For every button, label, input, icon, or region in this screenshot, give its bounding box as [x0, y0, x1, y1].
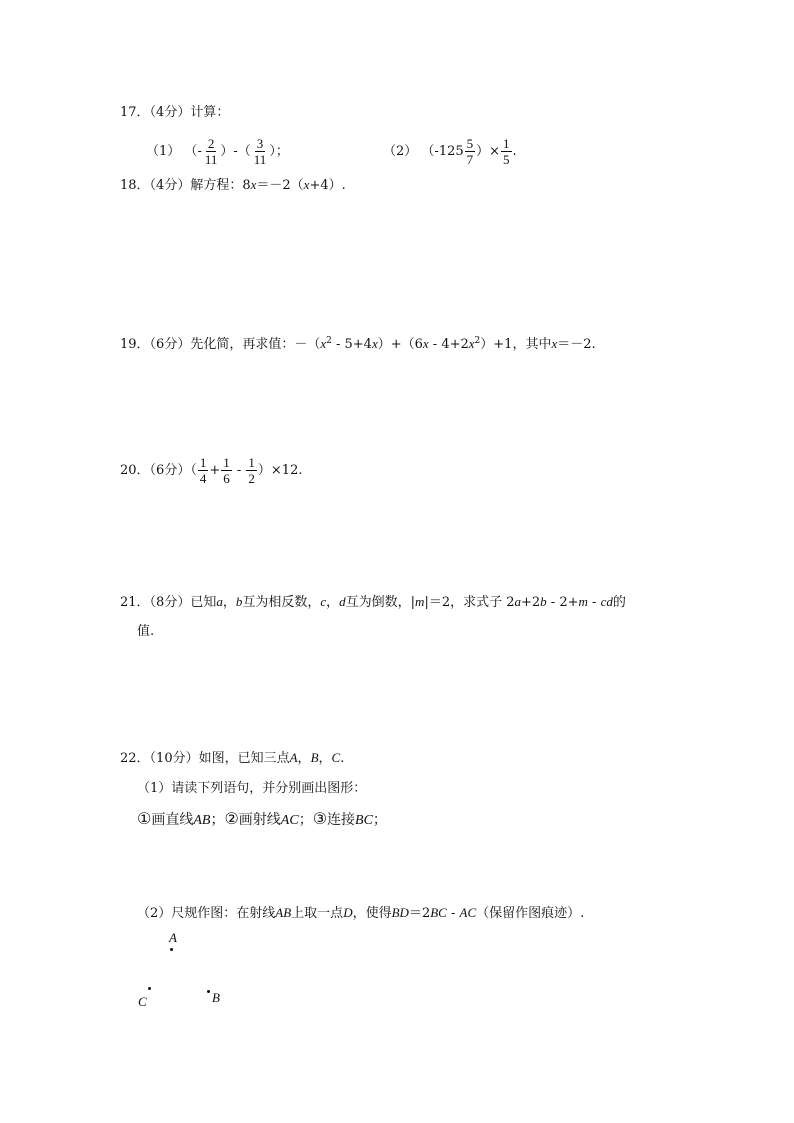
- point-a: [170, 948, 173, 951]
- point-c: [148, 987, 151, 990]
- fraction-1-2: $\frac{1}{2}$: [248, 455, 255, 486]
- point-b: [207, 990, 210, 993]
- label-point-c: C: [138, 994, 147, 1009]
- q17-part1-label: （1）: [146, 144, 181, 159]
- q22-sub1-steps: ①画直线AB；②画射线AC；③连接BC；: [137, 809, 387, 828]
- q18-text: 18．（4分）解方程：8x＝－2（x+4）.: [120, 177, 346, 193]
- fraction-5-7: $\frac{5}{7}$: [466, 136, 474, 167]
- q21-text: 21．（8分）已知a，b互为相反数，c，d互为倒数，|m|＝2，求式子 2a+2b - 2+m - cd的: [120, 594, 626, 610]
- q17-part2: （2） （-125 $\frac{5}{7}$ ）× $\frac{1}{5}$ .: [383, 136, 517, 167]
- label-point-a: A: [169, 930, 177, 945]
- q17-part1: （1） （- $\frac{2}{11}$ ）-（ $\frac{3}{11}$ ）；: [146, 136, 289, 167]
- fraction-2-11: $\frac{2}{11}$: [204, 136, 218, 167]
- q17-heading: 17．（4分）计算：: [120, 105, 230, 120]
- label-point-b: B: [212, 990, 220, 1005]
- fraction-1-4: $\frac{1}{4}$: [199, 455, 207, 486]
- q17-part2-label: （2）: [383, 144, 418, 159]
- q21-text-line2: 值.: [137, 624, 155, 639]
- fraction-3-11: $\frac{3}{11}$: [253, 136, 267, 167]
- q20-text: 20．（6分）（ $\frac{1}{4}$ + $\frac{1}{6}$ - $\frac{1}{2}$ ）×12.: [120, 455, 303, 486]
- circled-three: ③: [312, 809, 328, 828]
- q19-text: 19．（6分）先化简，再求值：$-(x^2 - 5+4x)+(6x - 4+2x^2)+1$，其中x＝－2.: [120, 336, 596, 352]
- circled-two: ②: [224, 809, 239, 828]
- circled-one: ①: [137, 809, 152, 828]
- fraction-1-6: $\frac{1}{6}$: [223, 455, 230, 486]
- fraction-1-5: $\frac{1}{5}$: [503, 136, 510, 167]
- q22-text: 22．（10分）如图，已知三点A，B，C.: [120, 750, 345, 766]
- q22-sub2: （2）尺规作图：在射线AB上取一点D，使得BD＝2BC - AC（保留作图痕迹）.: [137, 905, 585, 921]
- q22-sub1: （1）请读下列语句，并分别画出图形：: [137, 781, 367, 796]
